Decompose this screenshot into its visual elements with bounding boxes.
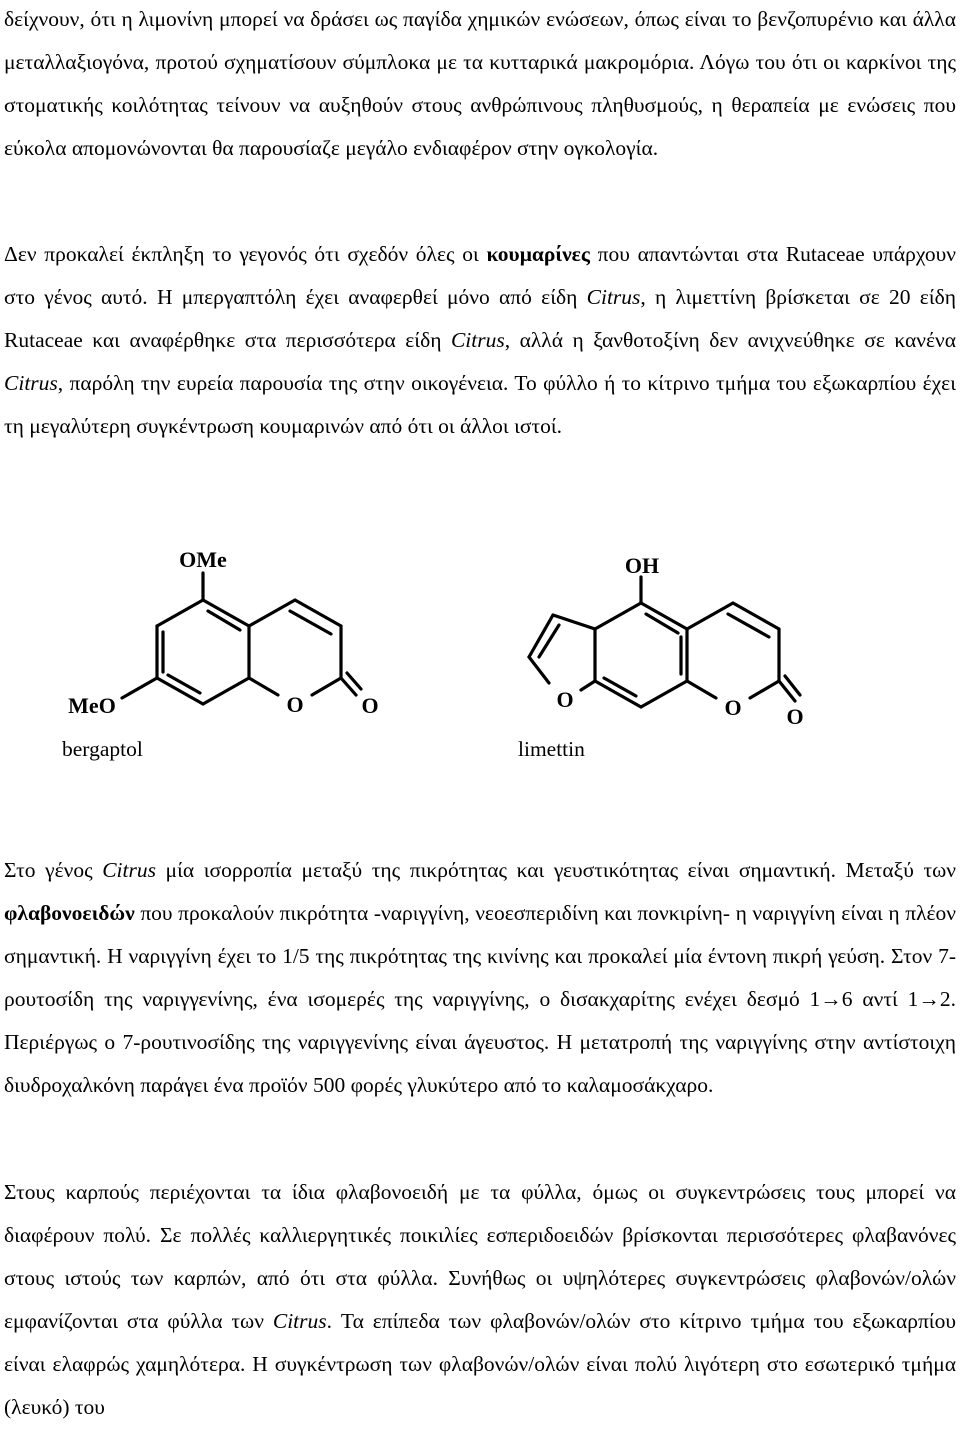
caption-bergaptol: bergaptol <box>62 737 143 761</box>
term-citrus: Citrus <box>272 1309 327 1333</box>
limettin-structure-drawing <box>505 545 835 730</box>
atom-label-meo: MeO <box>68 693 116 718</box>
term-citrus: Citrus <box>450 328 505 352</box>
paragraph-3-text: που προκαλούν πικρότητα -ναριγγίνη, νεοεσπεριδίνη και πονκιρίνη- η ναριγγίνη είναι η πλέον σημαντική. Η ναριγγίνη έχει το 1/5 της πικρότητας της κινίνης και προκαλεί μία έντονη πικρή γεύση. Στον 7-ρουτοσίδη της ναριγγενίνης, ένα ισομερές της ναριγγίνης, ο δισακχαρίτης ενέχει δεσμό 1→6 αντί 1→2. Περιέργως ο 7-ρουτινοσίδης της ναριγγενίνης είναι άγευστος. Η μετατροπή της ναριγγίνης στην αντίστοιχη διυδροχαλκόνη παράγει ένα προϊόν 500 φορές γλυκύτερο από το καλαμοσάκχαρο. <box>4 901 956 1097</box>
term-citrus: Citrus <box>102 858 156 882</box>
term-flavonoids: φλαβονοειδών <box>4 901 135 925</box>
term-coumarins: κουμαρίνες <box>486 242 590 266</box>
paragraph-1 <box>4 0 956 170</box>
atom-label-ring-oxygen: O <box>286 692 304 717</box>
paragraph-2-text: , παρόλη την ευρεία παρουσία της στην οικογένεια. Το φύλλο ή το κίτρινο τμήμα του εξωκαρπίου έχει τη μεγαλύτερη συγκέντρωση κουμαρινών από ότι οι άλλοι ιστοί. <box>4 371 956 438</box>
bergaptol-structure-drawing <box>50 545 380 725</box>
atom-label-carbonyl-oxygen: O <box>786 704 804 729</box>
paragraph-4-text: . Τα επίπεδα των φλαβονών/ολών στο κίτρινο τμήμα του εξωκαρπίου είναι ελαφρώς χαμηλότερα. Η συγκέντρωση των φλαβονών/ολών είναι πολύ λιγότερη στο εσωτερικό τμήμα (λευκό) του <box>4 1309 956 1419</box>
paragraph-3-text: Στο γένος <box>4 858 93 882</box>
paragraph-4-text: Στους καρπούς περιέχονται τα ίδια φλαβονοειδή με τα φύλλα, όμως οι συγκεντρώσεις τους μπορεί να διαφέρουν πολύ. Σε πολλές καλλιεργητικές ποικιλίες εσπεριδοειδών βρίσκονται περισσότερες φλαβανόνες στους ιστούς των καρπών, από ότι στα φύλλα. Συνήθως οι υψηλότερες συγκεντρώσεις φλαβονών/ολών εμφανίζονται στα φύλλα των <box>4 1180 956 1333</box>
paragraph-2 <box>4 233 956 448</box>
paragraph-2-text: Δεν προκαλεί έκπληξη το γεγονός ότι σχεδόν όλες οι <box>4 242 479 266</box>
paragraph-3 <box>4 849 956 1107</box>
paragraph-3-text: μία ισορροπία μεταξύ της πικρότητας και γευστικότητας είναι σημαντική. Μεταξύ των <box>165 858 956 882</box>
atom-label-ome: OMe <box>179 547 227 572</box>
atom-label-oh: OH <box>624 553 660 578</box>
bergaptol-structure <box>50 545 380 725</box>
atom-label-furan-oxygen: O <box>556 687 574 712</box>
paragraph-2-text: , η λιμεττίνη βρίσκεται σε 20 είδη Rutaceae και αναφέρθηκε στα περισσότερα είδη <box>4 285 956 352</box>
caption-limettin: limettin <box>518 737 585 761</box>
paragraph-2-text: που απαντώνται στα Rutaceae υπάρχουν στο γένος αυτό. Η μπεργαπτόλη έχει αναφερθεί μόνο από είδη <box>4 242 957 309</box>
atom-label-ring-oxygen: O <box>724 695 742 720</box>
term-citrus: Citrus <box>4 371 58 395</box>
paragraph-4 <box>4 1171 956 1429</box>
atom-label-carbonyl-oxygen: O <box>361 693 379 718</box>
limettin-structure <box>505 545 835 730</box>
paragraph-2-text: , αλλά η ξανθοτοξίνη δεν ανιχνεύθηκε σε κανένα <box>504 328 957 352</box>
paragraph-1-text: δείχνουν, ότι η λιμονίνη μπορεί να δράσει ως παγίδα χημικών ενώσεων, όπως είναι το βενζοπυρένιο και άλλα μεταλλαξιογόνα, προτού σχηματίσουν σύμπλοκα με τα κυτταρικά μακρομόρια. Λόγω του ότι οι καρκίνοι της στοματικής κοιλότητας τείνουν να αυξηθούν στους ανθρώπινους πληθυσμούς, η θεραπεία με ενώσεις που εύκολα απομονώνονται θα παρουσίαζε μεγάλο ενδιαφέρον στην ογκολογία. <box>4 7 956 160</box>
term-citrus: Citrus <box>586 285 641 309</box>
